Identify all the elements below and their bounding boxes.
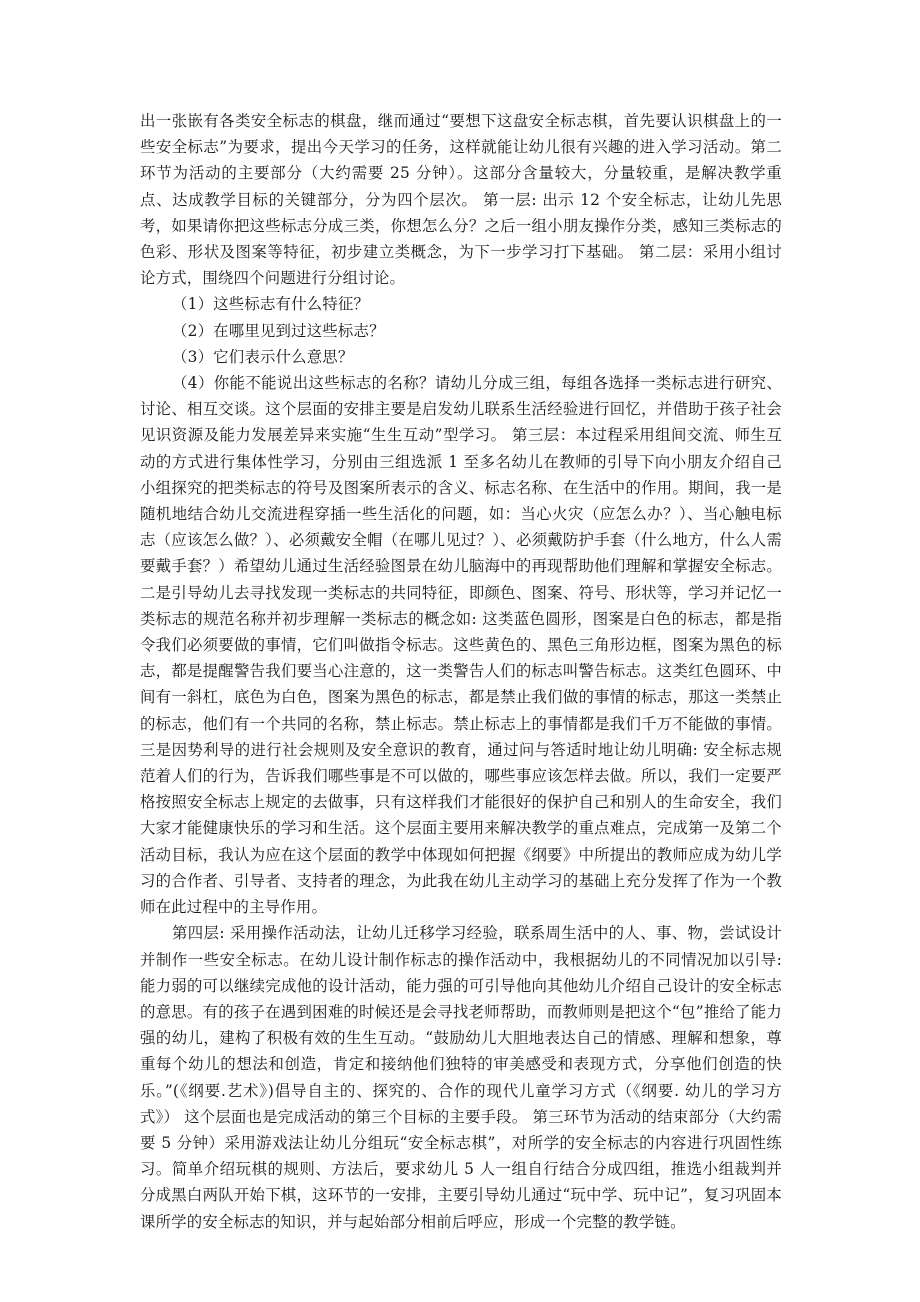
question-item-4-paragraph: （4）你能不能说出这些标志的名称？请幼儿分成三组，每组各选择一类标志进行研究、讨论、相互交谈。这个层面的安排主要是启发幼儿联系生活经验进行回忆，并借助于孩子社会见识资源及能力发展差异来实施“生生互动”型学习。 第三层：本过程采用组间交流、师生互动的方式进行集体性学习，分别由三组选派 1 至多名幼儿在教师的引导下向小朋友介绍自己小组探究的把类标志的符号及图案所表示的含义、标志名称、在生活中的作用。期间，我一是随机地结合幼儿交流进程穿插一些生活化的问题，如：当心火灾（应怎么办？）、当心触电标志（应该怎么做？）、必须戴安全帽（在哪儿见过？）、必须戴防护手套（什么地方，什么人需要戴手套？）希望幼儿通过生活经验图景在幼儿脑海中的再现帮助他们理解和掌握安全标志。二是引导幼儿去寻找发现一类标志的共同特征，即颜色、图案、符号、形状等，学习并记忆一类标志的规范名称并初步理解一类标志的概念如: 这类蓝色圆形，图案是白色的标志，都是指令我们必须要做的事情，它们叫做指令标志。这些黄色的、黑色三角形边框，图案为黑色的标志，都是提醒警告我们要当心注意的，这一类警告人们的标志叫警告标志。这类红色圆环、中间有一斜杠，底色为白色，图案为黑色的标志，都是禁止我们做的事情的标志，那这一类禁止的标志，他们有一个共同的名称，禁止标志。禁止标志上的事情都是我们千万不能做的事情。三是因势利导的进行社会规则及安全意识的教育，通过问与答适时地让幼儿明确: 安全标志规范着人们的行为，告诉我们哪些事是不可以做的，哪些事应该怎样去做。所以，我们一定要严格按照安全标志上规定的去做事，只有这样我们才能很好的保护自己和别人的生命安全，我们大家才能健康快乐的学习和生活。这个层面主要用来解决教学的重点难点，完成第一及第二个活动目标，我认为应在这个层面的教学中体现如何把握《纲要》中所提出的教师应成为幼儿学习的合作者、引导者、支持者的理念，为此我在幼儿主动学习的基础上充分发挥了作为一个教师在此过程中的主导作用。 — [140, 374, 782, 917]
question-item-2: （2）在哪里见到过这些标志？ — [172, 321, 385, 340]
paragraph-intro: 出一张嵌有各类安全标志的棋盘，继而通过“要想下这盘安全标志棋，首先要认识棋盘上的一些安全标志”为要求，提出今天学习的任务，这样就能让幼儿很有兴趣的进入学习活动。第二环节为活动的主要部分（大约需要 25 分钟）。这部分含量较大，分量较重，是解决教学重点、达成教学目标的关键部分，分为四个层次。 第一层: 出示 12 个安全标志，让幼儿先思考，如果请你把这些标志分成三类，你想怎么分？之后一组小朋友操作分类，感知三类标志的色彩、形状及图案等特征，初步建立类概念，为下一步学习打下基础。 第二层：采用小组讨论方式，围绕四个问题进行分组讨论。 — [140, 112, 782, 288]
document-page — [140, 108, 782, 1235]
paragraph-fourth-layer: 第四层: 采用操作活动法，让幼儿迁移学习经验，联系周生活中的人、事、物，尝试设计并制作一些安全标志。在幼儿设计制作标志的操作活动中，我根据幼儿的不同情况加以引导: 能力弱的可以继续完成他的设计活动，能力强的可引导他向其他幼儿介绍自己设计的安全标志的意思。有的孩子在遇到困难的时候还是会寻找老师帮助，而教师则是把这个“包”推给了能力强的幼儿，建构了积极有效的生生互动。“鼓励幼儿大胆地表达自己的情感、理解和想象，尊重每个幼儿的想法和创造，肯定和接纳他们独特的审美感受和表现方式，分享他们创造的快乐。”(《纲要.艺术》)倡导自主的、探究的、合作的现代儿童学习方式（《纲要. 幼儿的学习方式》） 这个层面也是完成活动的第三个目标的主要手段。 第三环节为活动的结束部分（大约需要 5 分钟）采用游戏法让幼儿分组玩“安全标志棋”，对所学的安全标志的内容进行巩固性练习。简单介绍玩棋的规则、方法后，要求幼儿 5 人一组自行结合分成四组，推选小组裁判并分成黑白两队开始下棋，这环节的一安排，主要引导幼儿通过“玩中学、玩中记”，复习巩固本课所学的安全标志的知识，并与起始部分相前后呼应，形成一个完整的教学链。 — [140, 924, 782, 1231]
question-item-3: （3）它们表示什么意思？ — [172, 347, 354, 366]
question-item-1: （1）这些标志有什么特征？ — [172, 295, 370, 314]
